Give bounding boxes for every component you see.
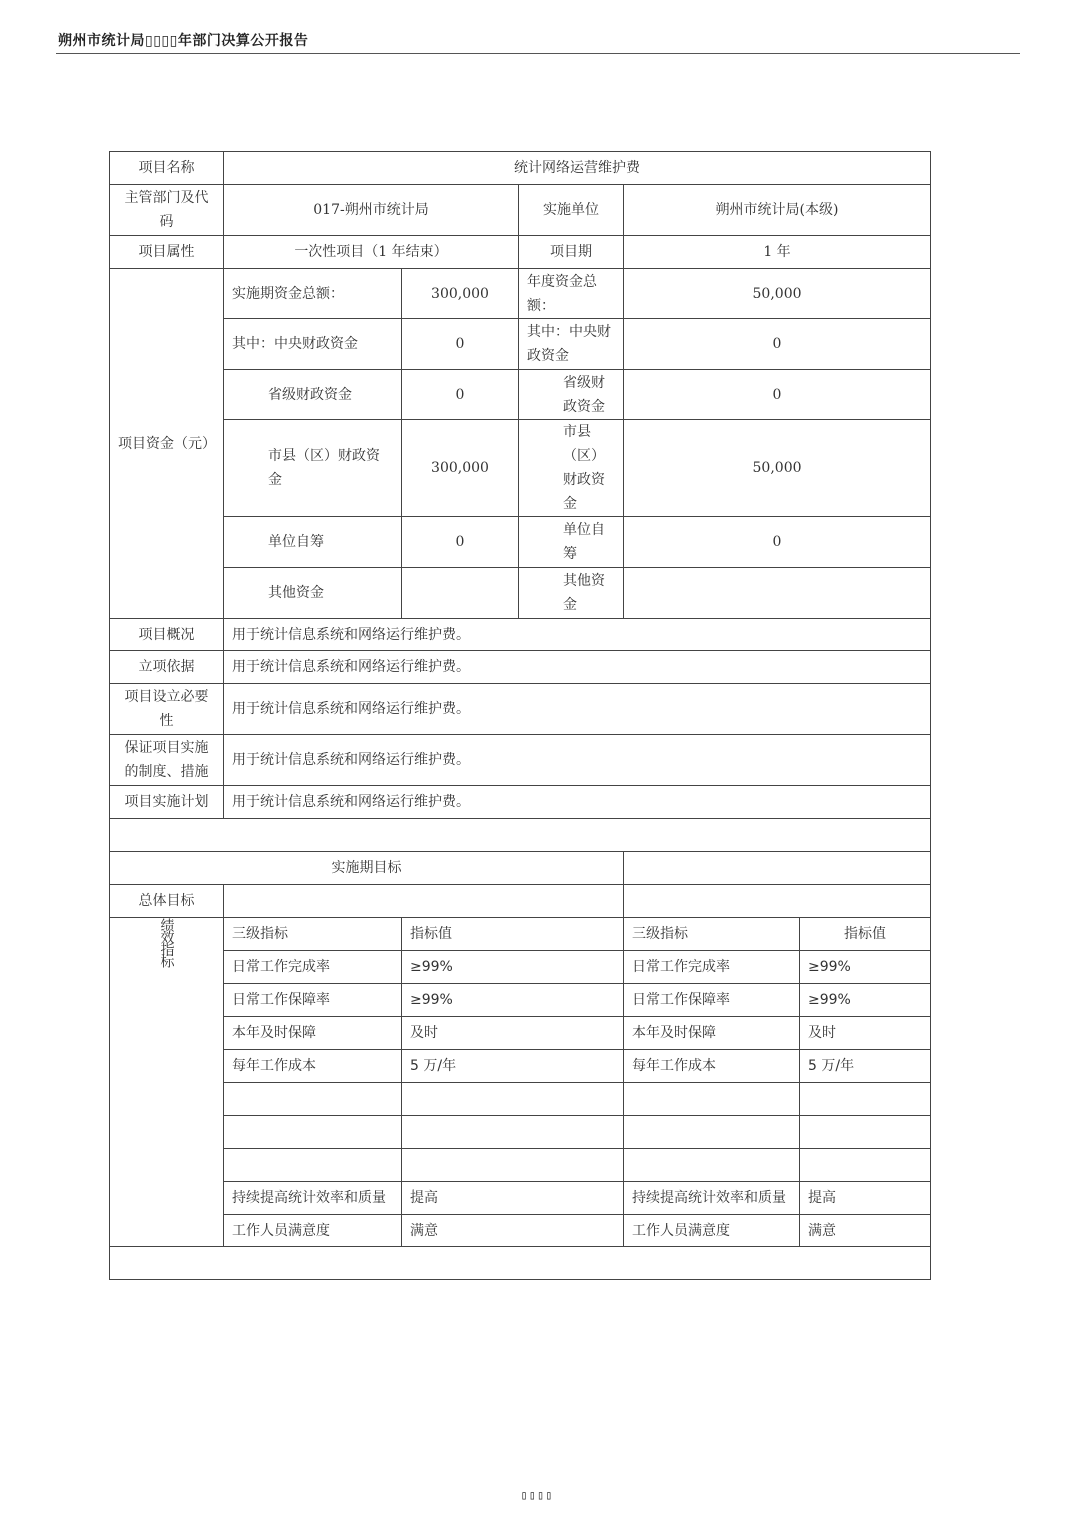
perf-value: ≥99%: [800, 951, 931, 984]
fund-row: [110, 370, 931, 420]
perf-value: ≥99%: [800, 984, 931, 1017]
info-value: 用于统计信息系统和网络运行维护费。: [224, 651, 931, 684]
label-project-name: 项目名称: [110, 152, 224, 185]
info-label: 立项依据: [110, 651, 224, 684]
blank-cell: [110, 819, 931, 852]
fund-row: [110, 269, 931, 319]
perf-value: 满意: [800, 1215, 931, 1247]
col-indicator-right: 三级指标: [624, 918, 800, 951]
perf-row: [110, 951, 931, 984]
perf-indicator: [624, 1083, 800, 1116]
perf-value: ≥99%: [402, 951, 624, 984]
perf-row: [110, 1050, 931, 1083]
impl-goal-blank: [624, 852, 931, 885]
info-value: 用于统计信息系统和网络运行维护费。: [224, 619, 931, 651]
perf-value: 5 万/年: [800, 1050, 931, 1083]
label-department: 主管部门及代码: [110, 185, 224, 236]
perf-header-row: [110, 918, 931, 951]
perf-value: [402, 1149, 624, 1182]
perf-value: 满意: [402, 1215, 624, 1247]
perf-indicator: 每年工作成本: [224, 1050, 402, 1083]
perf-indicator: 本年及时保障: [624, 1017, 800, 1050]
project-table: [109, 151, 931, 1280]
fund-right-label: 省级财政资金: [519, 370, 624, 420]
fund-right-label: 年度资金总额：: [519, 269, 624, 319]
fund-left-label: 实施期资金总额：: [224, 269, 402, 319]
value-attribute: 一次性项目（1 年结束）: [224, 236, 519, 269]
perf-indicator: 日常工作保障率: [224, 984, 402, 1017]
perf-value: 及时: [402, 1017, 624, 1050]
overall-goal-right: [624, 885, 931, 918]
info-row: [110, 735, 931, 786]
fund-right-value: 0: [624, 319, 931, 370]
info-row: [110, 684, 931, 735]
perf-row: [110, 1182, 931, 1215]
label-overall-goal: 总体目标: [110, 885, 224, 918]
info-label: 项目设立必要性: [110, 684, 224, 735]
perf-row: [110, 1017, 931, 1050]
perf-value: 提高: [402, 1182, 624, 1215]
info-label: 保证项目实施的制度、措施: [110, 735, 224, 786]
fund-row: [110, 319, 931, 370]
perf-indicator: 日常工作完成率: [224, 951, 402, 984]
info-label: 项目实施计划: [110, 786, 224, 819]
row-overall-goal: [110, 885, 931, 918]
info-value: 用于统计信息系统和网络运行维护费。: [224, 684, 931, 735]
row-department: [110, 185, 931, 236]
page-number: ▯▯▯▯: [520, 1488, 554, 1502]
row-impl-goal: [110, 852, 931, 885]
fund-right-value: 50,000: [624, 269, 931, 319]
value-impl-unit: 朔州市统计局(本级): [624, 185, 931, 236]
info-label: 项目概况: [110, 619, 224, 651]
label-impl-goal: 实施期目标: [110, 852, 624, 885]
perf-indicator: 持续提高统计效率和质量: [224, 1182, 402, 1215]
fund-left-value: 0: [402, 319, 519, 370]
blank-row-bottom: [110, 1247, 931, 1280]
fund-left-value: 0: [402, 517, 519, 568]
fund-left-label: 单位自筹: [224, 517, 402, 568]
header-divider: [56, 53, 1020, 54]
perf-indicator: 工作人员满意度: [224, 1215, 402, 1247]
info-value: 用于统计信息系统和网络运行维护费。: [224, 735, 931, 786]
row-project-name: [110, 152, 931, 185]
perf-indicator: [224, 1083, 402, 1116]
col-value-left: 指标值: [402, 918, 624, 951]
value-department: 017-朔州市统计局: [224, 185, 519, 236]
perf-row: [110, 1149, 931, 1182]
fund-left-value: 0: [402, 370, 519, 420]
label-impl-unit: 实施单位: [519, 185, 624, 236]
fund-row: [110, 568, 931, 619]
perf-indicator: 日常工作保障率: [624, 984, 800, 1017]
perf-value: [402, 1083, 624, 1116]
value-project-name: 统计网络运营维护费: [224, 152, 931, 185]
perf-indicator: [624, 1149, 800, 1182]
perf-value: 5 万/年: [402, 1050, 624, 1083]
perf-label-text: 绩效指标: [158, 918, 175, 966]
label-period: 项目期: [519, 236, 624, 269]
info-row: [110, 651, 931, 684]
perf-indicator: 日常工作完成率: [624, 951, 800, 984]
perf-row: [110, 1116, 931, 1149]
fund-right-label: 单位自筹: [519, 517, 624, 568]
perf-indicator: [224, 1116, 402, 1149]
blank-cell: [110, 1247, 931, 1280]
fund-row: [110, 420, 931, 517]
perf-value: [800, 1116, 931, 1149]
perf-value: [800, 1149, 931, 1182]
fund-right-value: [624, 568, 931, 619]
label-performance-indicators: [110, 918, 224, 1247]
perf-value: [800, 1083, 931, 1116]
fund-row: [110, 517, 931, 568]
perf-value: 及时: [800, 1017, 931, 1050]
info-value: 用于统计信息系统和网络运行维护费。: [224, 786, 931, 819]
fund-left-label: 省级财政资金: [224, 370, 402, 420]
fund-right-label: 其他资金: [519, 568, 624, 619]
info-row: [110, 786, 931, 819]
fund-left-label: 其他资金: [224, 568, 402, 619]
fund-left-value: 300,000: [402, 420, 519, 517]
fund-left-label: 市县（区）财政资金: [224, 420, 402, 517]
fund-right-value: 0: [624, 517, 931, 568]
perf-indicator: 本年及时保障: [224, 1017, 402, 1050]
perf-indicator: [224, 1149, 402, 1182]
fund-left-value: 300,000: [402, 269, 519, 319]
perf-indicator: 工作人员满意度: [624, 1215, 800, 1247]
fund-left-label: 其中：中央财政资金: [224, 319, 402, 370]
label-attribute: 项目属性: [110, 236, 224, 269]
perf-value: [402, 1116, 624, 1149]
perf-value: ≥99%: [402, 984, 624, 1017]
perf-value: 提高: [800, 1182, 931, 1215]
perf-indicator: 持续提高统计效率和质量: [624, 1182, 800, 1215]
fund-left-value: [402, 568, 519, 619]
fund-right-label: 其中：中央财政资金: [519, 319, 624, 370]
col-indicator-left: 三级指标: [224, 918, 402, 951]
col-value-right: 指标值: [800, 918, 931, 951]
fund-right-label: 市县（区）财政资金: [519, 420, 624, 517]
report-header-title: 朔州市统计局▯▯▯▯年部门决算公开报告: [58, 33, 309, 49]
overall-goal-left: [224, 885, 624, 918]
perf-row: [110, 1215, 931, 1247]
label-project-funds: 项目资金（元）: [110, 269, 224, 619]
perf-indicator: [624, 1116, 800, 1149]
value-period: 1 年: [624, 236, 931, 269]
fund-right-value: 50,000: [624, 420, 931, 517]
perf-row: [110, 984, 931, 1017]
info-row: [110, 619, 931, 651]
fund-right-value: 0: [624, 370, 931, 420]
perf-row: [110, 1083, 931, 1116]
perf-indicator: 每年工作成本: [624, 1050, 800, 1083]
blank-row: [110, 819, 931, 852]
row-attribute: [110, 236, 931, 269]
